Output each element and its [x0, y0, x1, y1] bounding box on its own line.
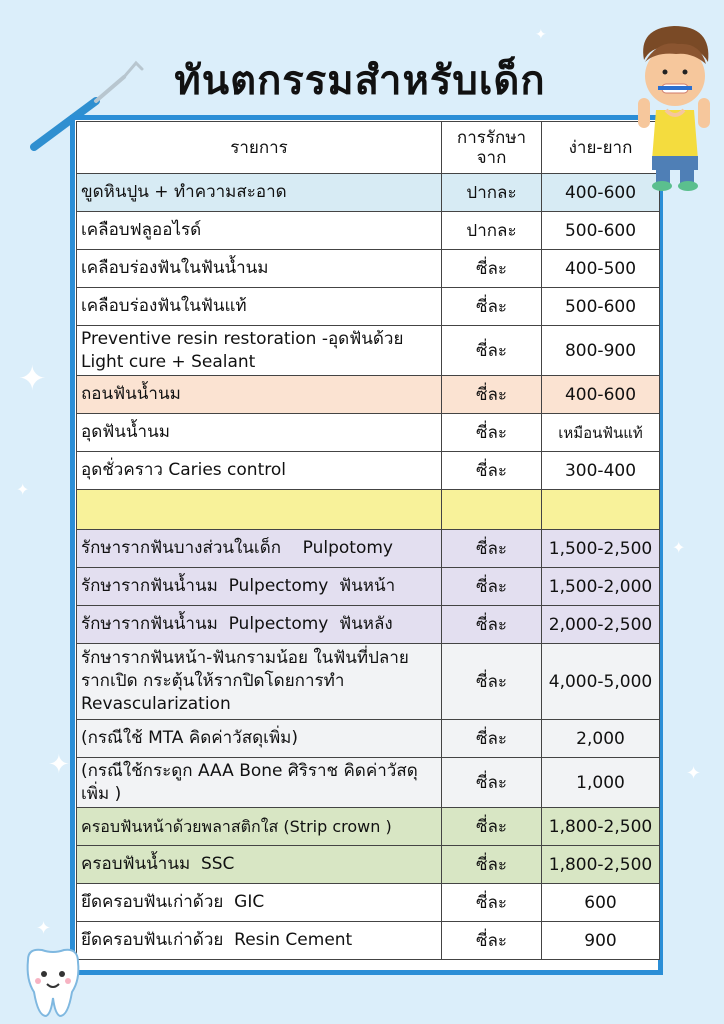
table-row: [77, 846, 660, 884]
row-unit: ซี่ละ: [442, 758, 542, 808]
row-price: 900: [542, 922, 660, 960]
row-price: 1,000: [542, 758, 660, 808]
row-item: ถอนฟันน้ำนม: [77, 376, 442, 414]
row-unit: ซี่ละ: [442, 414, 542, 452]
table-row: [77, 922, 660, 960]
row-unit: ปากละ: [442, 212, 542, 250]
row-unit: ซี่ละ: [442, 530, 542, 568]
row-unit: ซี่ละ: [442, 326, 542, 376]
row-item: รักษารากฟันหน้า-ฟันกรามน้อย ในฟันที่ปลายรากเปิด กระตุ้นให้รากปิดโดยการทำ Revascularization: [77, 644, 442, 720]
sparkle-icon: ✦: [535, 27, 547, 43]
row-unit: ซี่ละ: [442, 922, 542, 960]
row-unit: ซี่ละ: [442, 288, 542, 326]
row-price: [542, 490, 660, 530]
row-item: ครอบฟันหน้าด้วยพลาสติกใส (Strip crown ): [77, 808, 442, 846]
row-price: 800-900: [542, 326, 660, 376]
table-row: [77, 452, 660, 490]
page-title: ทันตกรรมสำหรับเด็ก: [174, 58, 546, 104]
price-table: [76, 121, 660, 960]
table-row: [77, 568, 660, 606]
sparkle-icon: ✦: [36, 918, 52, 939]
row-item: อุดฟันน้ำนม: [77, 414, 442, 452]
row-item: รักษารากฟันบางส่วนในเด็ก Pulpotomy: [77, 530, 442, 568]
table-row: [77, 326, 660, 376]
row-item: Preventive resin restoration -อุดฟันด้วย Light cure + Sealant: [77, 326, 442, 376]
tooth-mascot-icon: [20, 946, 86, 1020]
row-item: รักษารากฟันน้ำนม Pulpectomy ฟันหน้า: [77, 568, 442, 606]
header-item: รายการ: [77, 122, 442, 174]
table-row: [77, 376, 660, 414]
row-price: 1,800-2,500: [542, 846, 660, 884]
row-unit: ซี่ละ: [442, 606, 542, 644]
row-unit: ซี่ละ: [442, 568, 542, 606]
row-item: ขูดหินปูน + ทำความสะอาด: [77, 174, 442, 212]
row-price: 4,000-5,000: [542, 644, 660, 720]
table-row: [77, 606, 660, 644]
row-price: 600: [542, 884, 660, 922]
sparkle-icon: ✦: [16, 480, 30, 499]
table-row: [77, 758, 660, 808]
table-row: [77, 644, 660, 720]
row-item: เคลือบร่องฟันในฟันน้ำนม: [77, 250, 442, 288]
row-item: อุดชั่วคราว Caries control: [77, 452, 442, 490]
row-unit: ปากละ: [442, 174, 542, 212]
row-item: ยึดครอบฟันเก่าด้วย GIC: [77, 884, 442, 922]
row-unit: [442, 490, 542, 530]
header-price: ง่าย-ยาก: [542, 122, 660, 174]
row-unit: ซี่ละ: [442, 884, 542, 922]
table-row: [77, 288, 660, 326]
row-unit: ซี่ละ: [442, 846, 542, 884]
row-price: 400-600: [542, 376, 660, 414]
row-price: 1,800-2,500: [542, 808, 660, 846]
table-row: [77, 808, 660, 846]
row-price: 1,500-2,500: [542, 530, 660, 568]
row-price: 400-600: [542, 174, 660, 212]
row-unit: ซี่ละ: [442, 808, 542, 846]
row-unit: ซี่ละ: [442, 452, 542, 490]
row-price: 2,000: [542, 720, 660, 758]
sparkle-icon: ✦: [686, 763, 702, 784]
row-unit: ซี่ละ: [442, 376, 542, 414]
row-price: 2,000-2,500: [542, 606, 660, 644]
row-unit: ซี่ละ: [442, 250, 542, 288]
table-row: [77, 490, 660, 530]
row-item: [77, 490, 442, 530]
boy-brushing-teeth-icon: [628, 18, 720, 193]
table-row: [77, 414, 660, 452]
row-price: 400-500: [542, 250, 660, 288]
row-unit: ซี่ละ: [442, 720, 542, 758]
row-price: 500-600: [542, 288, 660, 326]
row-price: เหมือนฟันแท้: [542, 414, 660, 452]
row-price: 500-600: [542, 212, 660, 250]
table-row: [77, 212, 660, 250]
table-row: [77, 720, 660, 758]
table-row: [77, 884, 660, 922]
sparkle-icon: ✦: [18, 359, 47, 399]
sparkle-icon: ✦: [672, 538, 686, 557]
table-row: [77, 250, 660, 288]
sparkle-icon: ✦: [48, 750, 70, 780]
row-item: เคลือบฟลูออไรด์: [77, 212, 442, 250]
row-price: 1,500-2,000: [542, 568, 660, 606]
row-unit: ซี่ละ: [442, 644, 542, 720]
table-header-row: [77, 122, 660, 174]
row-item: เคลือบร่องฟันในฟันแท้: [77, 288, 442, 326]
row-item: ครอบฟันน้ำนม SSC: [77, 846, 442, 884]
table-row: [77, 530, 660, 568]
row-item: (กรณีใช้ MTA คิดค่าวัสดุเพิ่ม): [77, 720, 442, 758]
row-item: รักษารากฟันน้ำนม Pulpectomy ฟันหลัง: [77, 606, 442, 644]
header-treatment: การรักษา จาก: [442, 122, 542, 174]
row-price: 300-400: [542, 452, 660, 490]
row-item: (กรณีใช้กระดูก AAA Bone ศิริราช คิดค่าวัสดุเพิ่ม ): [77, 758, 442, 808]
table-row: [77, 174, 660, 212]
row-item: ยึดครอบฟันเก่าด้วย Resin Cement: [77, 922, 442, 960]
